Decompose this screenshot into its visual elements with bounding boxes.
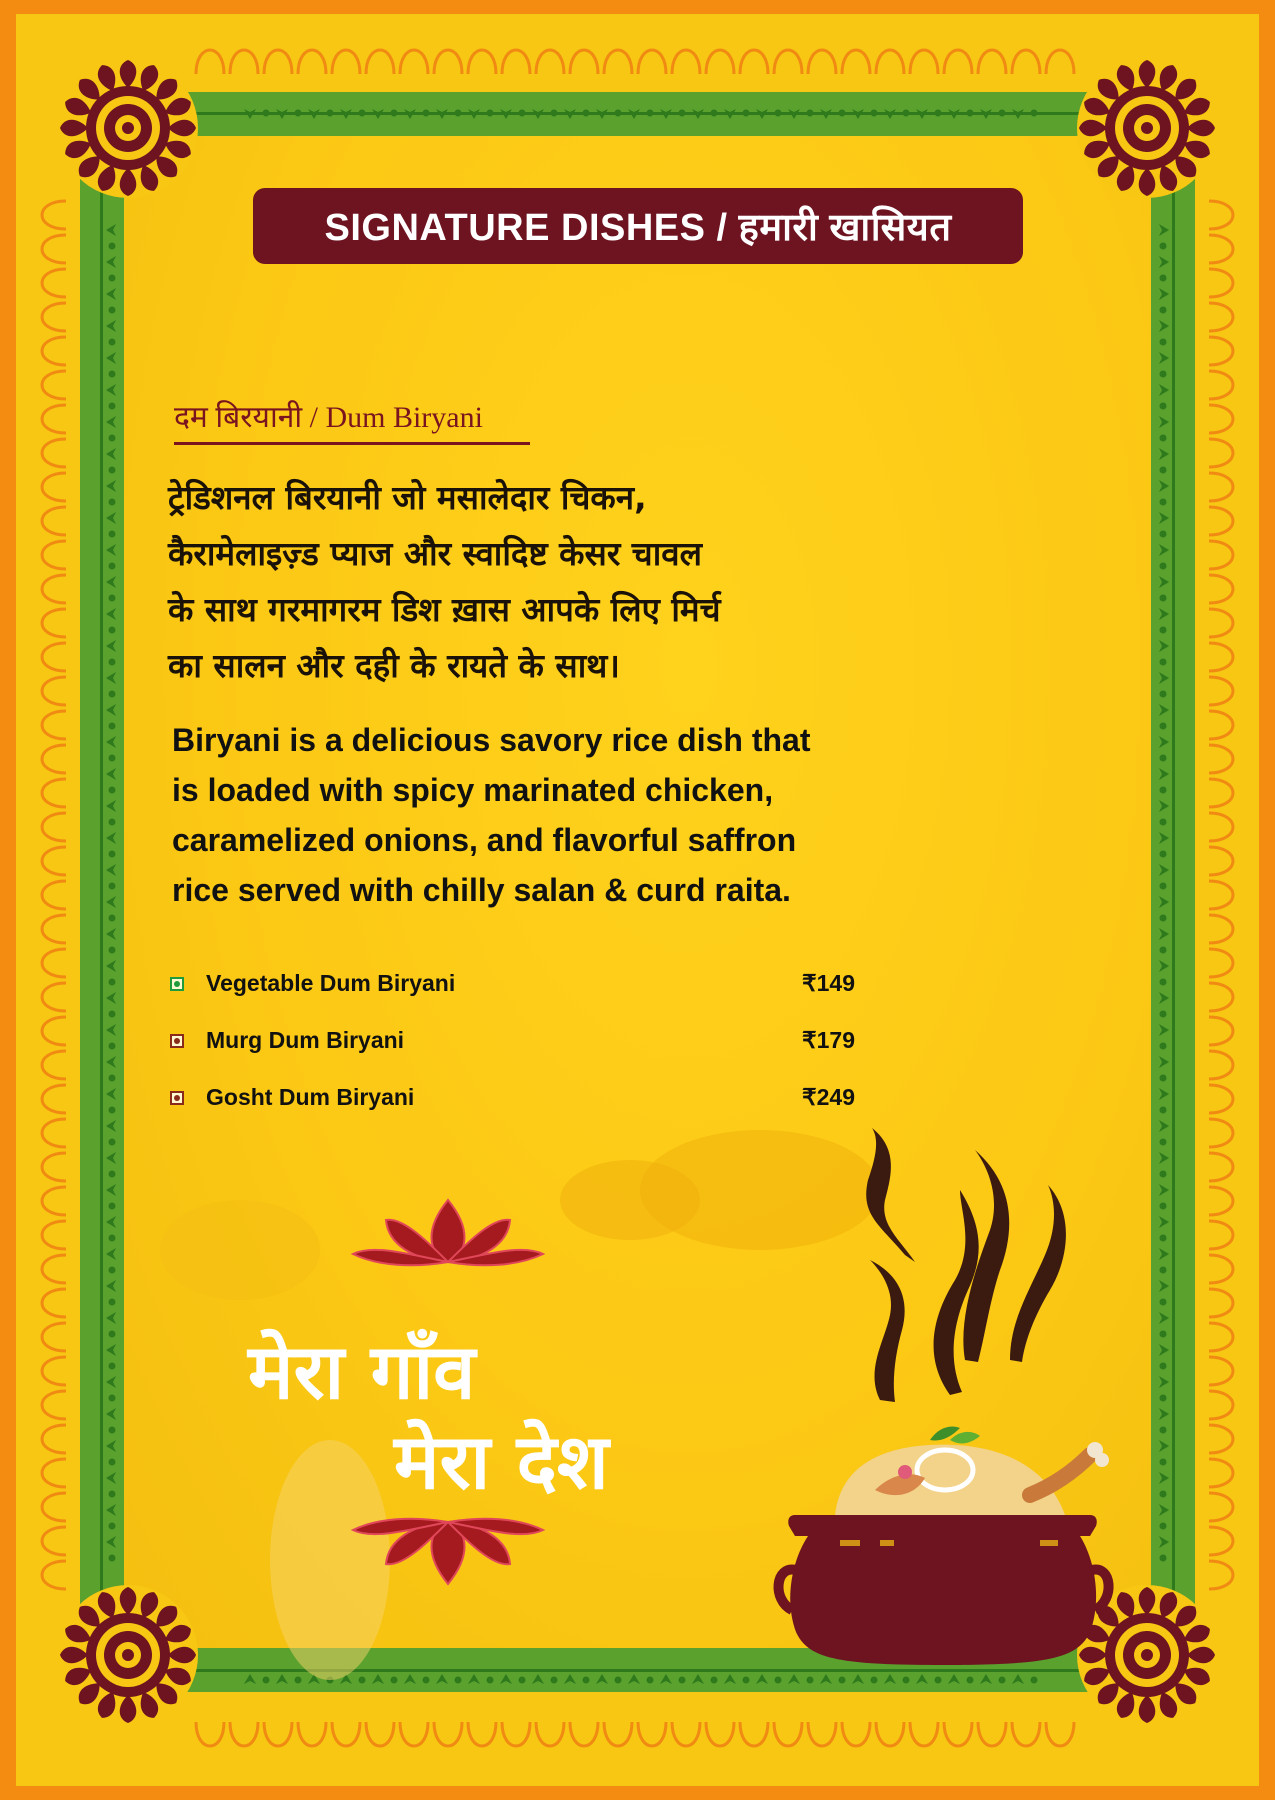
description-hindi-line: का सालन और दही के रायते के साथ। <box>168 646 620 685</box>
slogan-line-2: मेरा देश <box>394 1417 609 1506</box>
description-hindi-line: कैरामेलाइज़्ड प्याज और स्वादिष्ट केसर चावल <box>168 534 703 573</box>
item-price: ₹149 <box>802 970 856 996</box>
item-name: Gosht Dum Biryani <box>206 1084 415 1110</box>
description-english-line: rice served with chilly salan & curd raita. <box>172 872 791 908</box>
slogan-line-1: मेरा गाँव <box>248 1327 476 1416</box>
steam-icon <box>866 1128 1066 1402</box>
dish-heading: दम बिरयानी / Dum Biryani <box>174 395 530 445</box>
description-english-line: caramelized onions, and flavorful saffron <box>172 822 797 858</box>
item-price: ₹249 <box>802 1084 856 1110</box>
description-hindi-line: ट्रेडिशनल बिरयानी जो मसालेदार चिकन, <box>168 478 647 517</box>
description-hindi-line: के साथ गरमागरम डिश ख़ास आपके लिए मिर्च <box>168 590 721 629</box>
description-english-line: Biryani is a delicious savory rice dish that <box>172 722 811 758</box>
item-name: Murg Dum Biryani <box>206 1027 405 1053</box>
item-price: ₹179 <box>802 1027 856 1053</box>
description-english-line: is loaded with spicy marinated chicken, <box>172 772 774 808</box>
item-name: Vegetable Dum Biryani <box>206 970 456 996</box>
section-title: SIGNATURE DISHES / हमारी खासियत <box>253 188 1023 264</box>
